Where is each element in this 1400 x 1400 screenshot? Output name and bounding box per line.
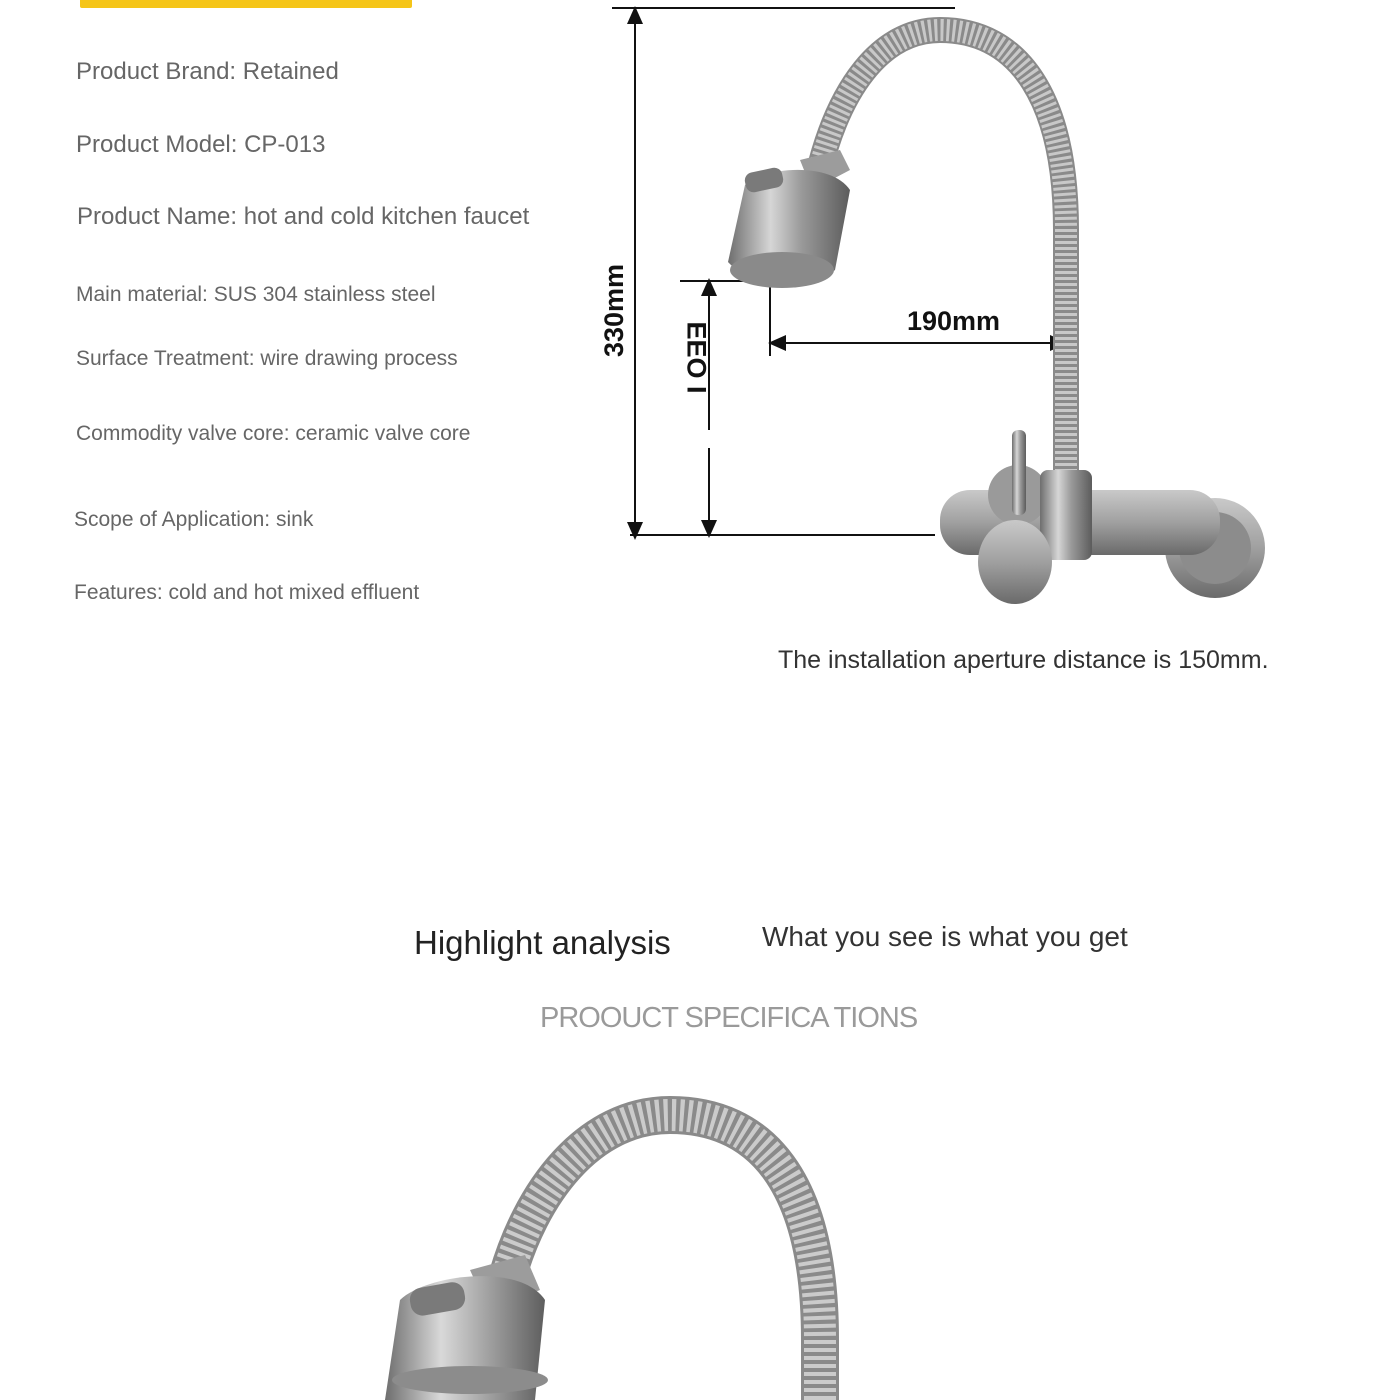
product-hose-ribbing — [505, 1115, 820, 1400]
product-spray-head — [385, 1255, 548, 1400]
highlight-subtitle: What you see is what you get — [762, 921, 1128, 952]
spec-surface: Surface Treatment: wire drawing process — [76, 347, 458, 370]
highlight-title: Highlight analysis — [414, 924, 671, 961]
spec-scope: Scope of Application: sink — [74, 508, 314, 531]
spec-model: Product Model: CP-013 — [76, 131, 326, 158]
spec-name: Product Name: hot and cold kitchen faucet — [77, 203, 530, 230]
spec-valve: Commodity valve core: ceramic valve core — [76, 422, 471, 445]
spec-material: Main material: SUS 304 stainless steel — [76, 283, 436, 306]
height-dimension-label: 330mm — [599, 263, 630, 358]
clearance-dimension-label: EEO I — [681, 321, 712, 394]
spec-brand: Product Brand: Retained — [76, 58, 339, 85]
installation-note: The installation aperture distance is 150mm. — [778, 646, 1269, 674]
spec-features: Features: cold and hot mixed effluent — [74, 581, 420, 604]
specifications-heading: PROOUCT SPECIFICA TIONS — [540, 1002, 918, 1034]
reach-dimension-label: 190mm — [907, 306, 1001, 336]
